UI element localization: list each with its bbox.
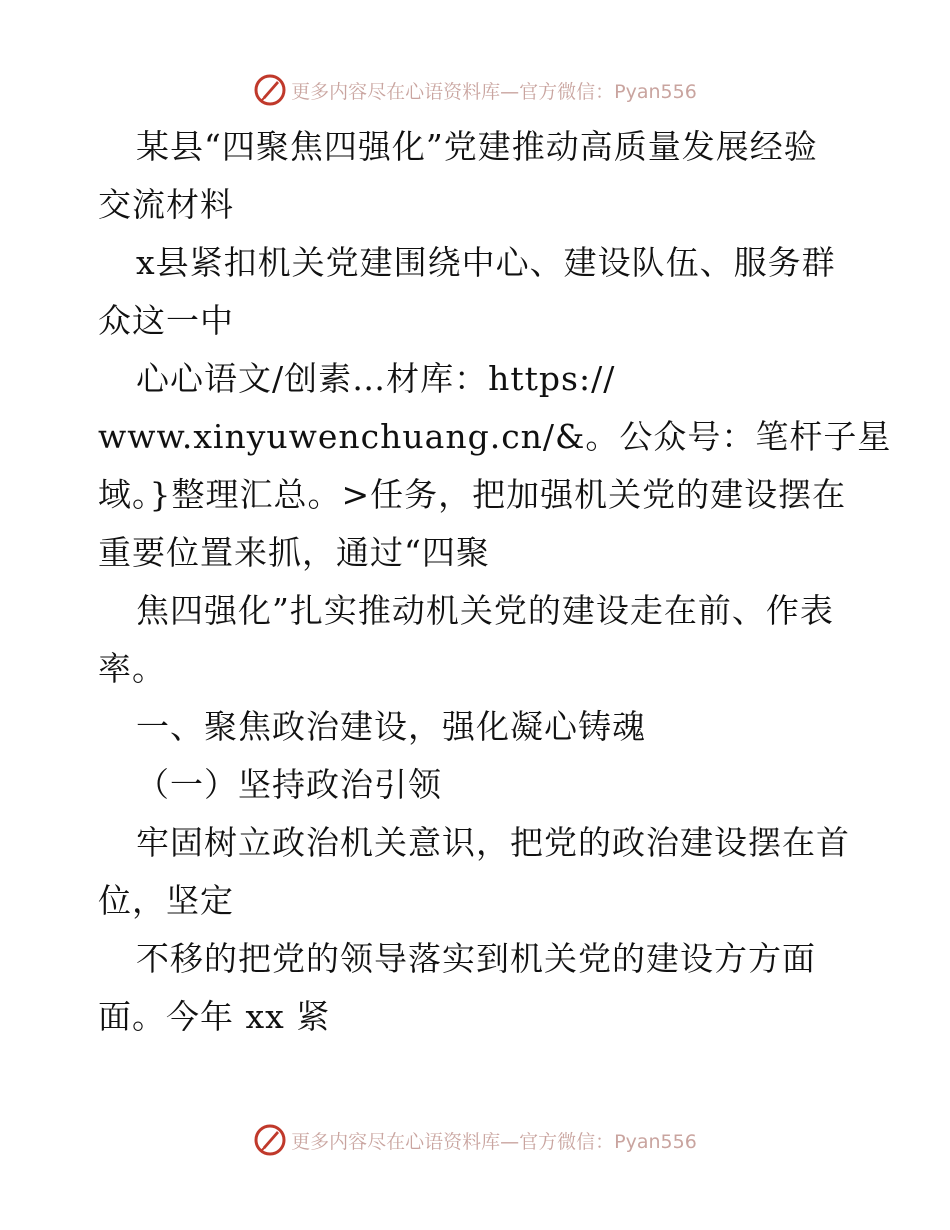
section-heading: 一、聚焦政治建设，强化凝心铸魂 xyxy=(136,707,646,746)
paragraph-line: 域。}整理汇总。>任务，把加强机关党的建设摆在 xyxy=(98,475,847,514)
banner-text: 更多内容尽在心语资料库—官方微信：Pyan556 xyxy=(291,1130,697,1153)
document-body xyxy=(98,118,892,1046)
paragraph-line: 牢固树立政治机关意识，把党的政治建设摆在首 xyxy=(136,823,850,862)
paragraph-line: 不移的把党的领导落实到机关党的建设方方面 xyxy=(136,939,816,978)
header-banner xyxy=(0,70,950,110)
quill-pen-icon xyxy=(253,1123,287,1157)
paragraph-line: www.xinyuwenchuang.cn/&。公众号：笔杆子星 xyxy=(98,417,892,456)
footer-banner xyxy=(0,1120,950,1160)
title-line-1: 某县“四聚焦四强化”党建推动高质量发展经验 xyxy=(136,127,818,166)
paragraph-line: 位，坚定 xyxy=(98,881,234,920)
paragraph-line: 心心语文/创素…材库：https:// xyxy=(136,359,616,398)
paragraph-line: 率。 xyxy=(98,649,166,688)
paragraph-line: 众这一中 xyxy=(98,301,234,340)
paragraph-line: 重要位置来抓，通过“四聚 xyxy=(98,533,490,572)
subsection-heading: （一）坚持政治引领 xyxy=(136,765,442,804)
quill-pen-icon xyxy=(253,73,287,107)
paragraph-line: 焦四强化”扎实推动机关党的建设走在前、作表 xyxy=(136,591,834,630)
paragraph-line: 面。今年 xx 紧 xyxy=(98,997,331,1036)
banner-text: 更多内容尽在心语资料库—官方微信：Pyan556 xyxy=(291,80,697,103)
title-line-2: 交流材料 xyxy=(98,185,234,224)
paragraph-line: x县紧扣机关党建围绕中心、建设队伍、服务群 xyxy=(136,243,836,282)
